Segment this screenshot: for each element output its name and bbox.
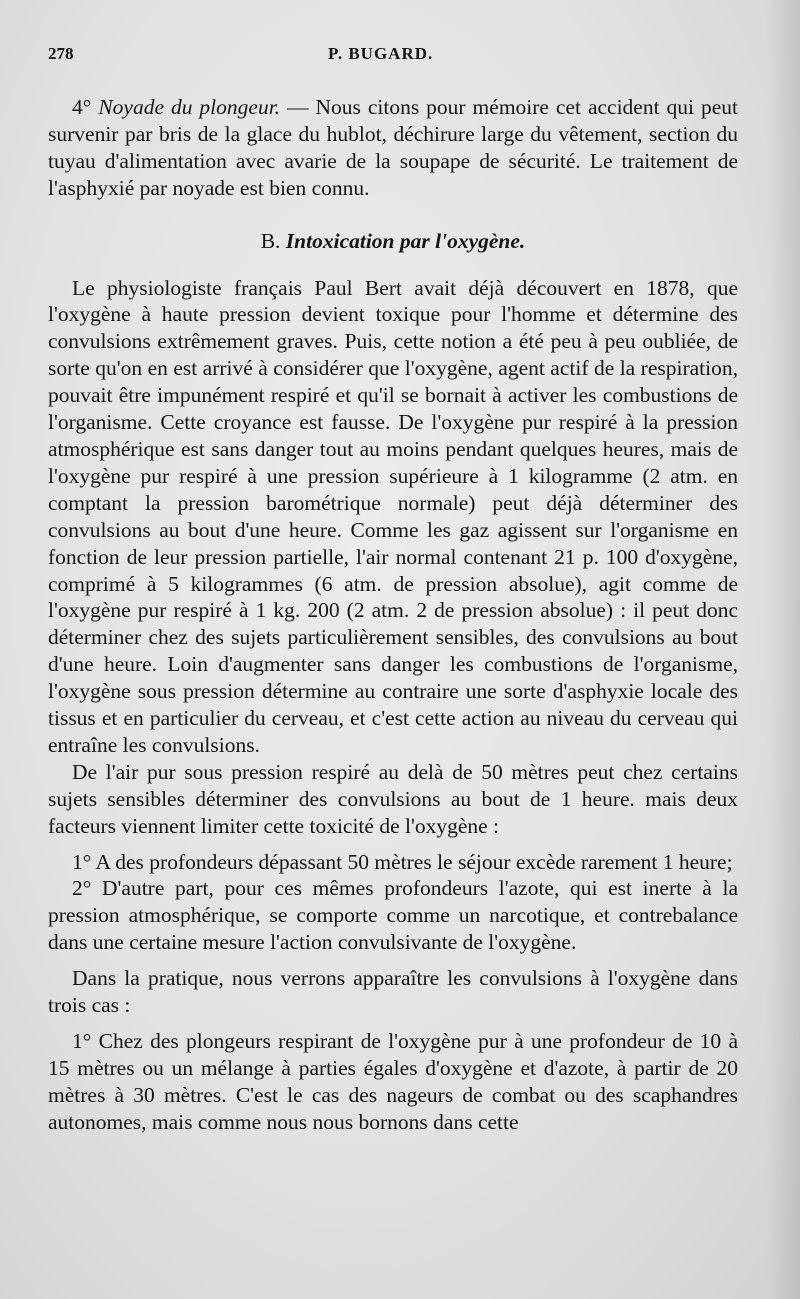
page-number: 278	[48, 44, 74, 63]
paragraph-noyade	[48, 94, 738, 202]
item-text: — Nous citons pour mémoire cet accident qui peut survenir par bris de la glace du hublot, déchirure large du vêtement, section du tuyau d'alimentation avec avarie de la soupape de sécurité. Le traitement de l'asphyxié par noyade est bien connu.	[48, 95, 738, 200]
page-header	[48, 44, 756, 74]
paragraph-factor-2: 2° D'autre part, pour ces mêmes profondeurs l'azote, qui est inerte à la pression atmosphérique, se comporte comme un narcotique, et contrebalance dans une certaine mesure l'action convulsivante de l'oxygène.	[48, 876, 738, 955]
body-text	[48, 94, 738, 1136]
page-edge-shadow	[766, 0, 800, 1299]
item-number: 4°	[72, 95, 99, 119]
paragraph-case-1: 1° Chez des plongeurs respirant de l'oxygène pur à une profondeur de 10 à 15 mètres ou un mélange à parties égales d'oxygène et d'azote, à partir de 20 mètres à 30 mètres. C'est le cas des nageurs de combat ou des scaphandres autonomes, mais comme nous nous bornons dans cette	[48, 1029, 738, 1134]
running-head: P. BUGARD.	[328, 44, 434, 63]
section-title: Intoxication par l'oxygène.	[285, 228, 526, 253]
paragraph-factor-1: 1° A des profondeurs dépassant 50 mètres le séjour excède rarement 1 heure;	[72, 849, 733, 874]
paragraph-paul-bert: Le physiologiste français Paul Bert avait déjà découvert en 1878, que l'oxygène à haute pression devient toxique pour l'homme et détermine des convulsions extrêmement graves. Puis, cette notion a été peu à peu oubliée, de sorte qu'on en est arrivé à considérer que l'oxygène, agent actif de la respiration, pouvait être impunément respiré et qu'il se bornait à activer les combustions de l'organisme. Cette croyance est fausse. De l'oxygène pur respiré à la pression atmosphérique est sans danger tout au moins pendant quelques heures, mais de l'oxygène pur respiré à une pression supérieure à 1 kilogramme (2 atm. en comptant la pression barométrique normale) peut déjà déterminer des convulsions au bout d'une heure. Comme les gaz agissent sur l'organisme en fonction de leur pression partielle, l'air normal contenant 21 p. 100 d'oxygène, comprimé à 5 kilogrammes (6 atm. de pression absolue), agit comme de l'oxygène pur respiré à 1 kg. 200 (2 atm. 2 de pression absolue) : il peut donc déterminer chez des sujets particulièrement sensibles, des convulsions au bout d'une heure. Loin d'augmenter sans danger les combustions de l'organisme, l'oxygène sous pression détermine au contraire une sorte d'asphyxie locale des tissus et en particulier du cerveau, et c'est cette action au niveau du cerveau qui entraîne les convulsions.	[48, 275, 738, 757]
item-title: Noyade du plongeur.	[98, 95, 281, 119]
section-heading	[48, 228, 738, 255]
paragraph-air-pur: De l'air pur sous pression respiré au delà de 50 mètres peut chez certains sujets sensibles déterminer des convulsions au bout de 1 heure. mais deux facteurs viennent limiter cette toxicité de l'oxygène :	[48, 759, 738, 838]
paragraph-trois-cas: Dans la pratique, nous verrons apparaître les convulsions à l'oxygène dans trois cas :	[48, 966, 738, 1018]
section-letter: B.	[260, 228, 286, 253]
